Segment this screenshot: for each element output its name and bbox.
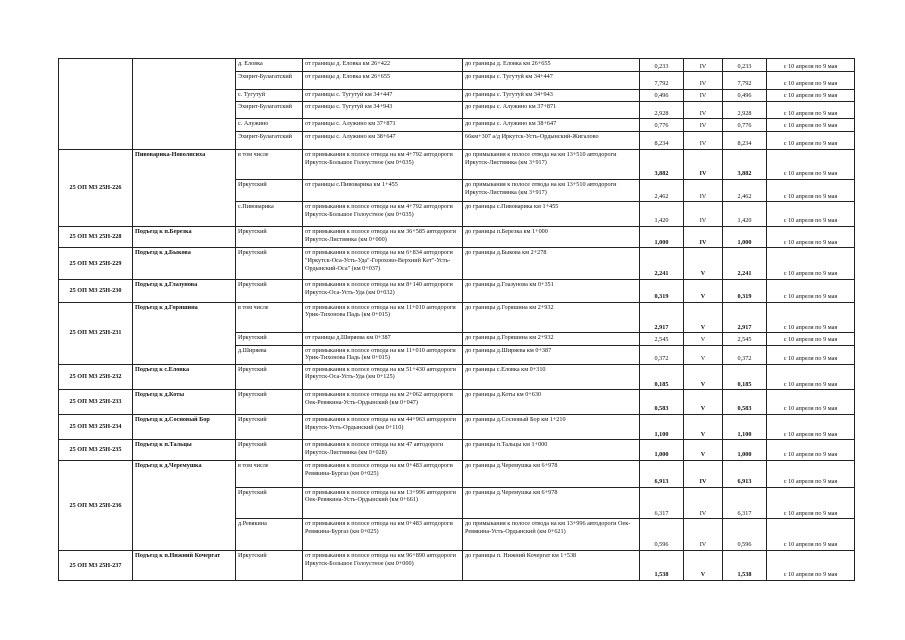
cell-to: до границы д.Горяшина км 2+932 xyxy=(463,333,640,345)
cell-len: 2,241 xyxy=(640,248,684,280)
road-id-cell: 25 ОП МЗ 25Н-231 xyxy=(59,302,133,364)
cell-len2: 0,596 xyxy=(723,519,767,551)
cell-period: с 10 апреля по 9 мая xyxy=(767,487,855,519)
cell-len2: 0,496 xyxy=(723,89,767,101)
cell-len: 8,234 xyxy=(640,131,684,149)
cell-to: до границы п. Нижний Кочергат км 1+538 xyxy=(463,551,640,581)
table-row xyxy=(59,440,855,460)
cell-len: 0,319 xyxy=(640,280,684,303)
cell-from: от границы с. Тугутуй км 34+447 xyxy=(303,89,463,101)
table-row xyxy=(59,280,855,303)
cell-district: д.Ревякина xyxy=(236,519,303,551)
cell-from: от границы д.Ширяева км 0+387 xyxy=(303,333,463,345)
cell-len2: 0,583 xyxy=(723,390,767,415)
cell-len2: 2,462 xyxy=(723,179,767,202)
road-id-cell: 25 ОП МЗ 25Н-236 xyxy=(59,460,133,550)
roads-table xyxy=(58,58,855,581)
cell-cat: V xyxy=(684,551,723,581)
cell-district: Иркутский xyxy=(236,551,303,581)
cell-period: с 10 апреля по 9 мая xyxy=(767,59,855,72)
cell-len: 1,100 xyxy=(640,414,684,440)
cell-from: от примыкания к полосе отвода на км 47 автодороги Иркутск-Листвянка (км 0+028) xyxy=(303,440,463,460)
cell-to: до границы с.Еловка км 0+310 xyxy=(463,364,640,390)
road-name-cell: Подъезд к д.Сосновый Бор xyxy=(133,414,236,440)
cell-period: с 10 апреля по 9 мая xyxy=(767,551,855,581)
cell-to: до границы с. Тугутуй км 34+447 xyxy=(463,72,640,89)
road-id-cell: 25 ОП МЗ 25Н-232 xyxy=(59,364,133,390)
road-id-cell: 25 ОП МЗ 25Н-229 xyxy=(59,248,133,280)
cell-district: Эхирит-Булагатский xyxy=(236,102,303,119)
cell-district: Эхирит-Булагатский xyxy=(236,131,303,149)
road-name-cell: Подъезд к д.Глазунова xyxy=(133,280,236,303)
cell-to: до границы с. Тугутуй км 34+943 xyxy=(463,89,640,101)
cell-cat: V xyxy=(684,248,723,280)
cell-period: с 10 апреля по 9 мая xyxy=(767,345,855,364)
cell-period: с 10 апреля по 9 мая xyxy=(767,519,855,551)
cell-len: 6,317 xyxy=(640,487,684,519)
cell-to: до примыкания к полосе отвода на км 13+996 автодороги Оек-Ревякина-Усть-Ордынский (км 0+621) xyxy=(463,519,640,551)
cell-len: 2,928 xyxy=(640,102,684,119)
cell-len2: 1,000 xyxy=(723,226,767,248)
cell-to: до границы с. Алужино км 37+871 xyxy=(463,102,640,119)
cell-district: Эхирит-Булагатский xyxy=(236,72,303,89)
cell-len: 1,538 xyxy=(640,551,684,581)
cell-district: д. Еловка xyxy=(236,59,303,72)
cell-district: Иркутский xyxy=(236,333,303,345)
cell-len2: 1,420 xyxy=(723,202,767,227)
table-row xyxy=(59,414,855,440)
cell-len: 3,882 xyxy=(640,150,684,180)
cell-cat: V xyxy=(684,333,723,345)
road-id-cell: 25 ОП МЗ 25Н-226 xyxy=(59,150,133,227)
cell-cat: IV xyxy=(684,226,723,248)
cell-cat: IV xyxy=(684,131,723,149)
cell-period: с 10 апреля по 9 мая xyxy=(767,280,855,303)
cell-len2: 0,776 xyxy=(723,119,767,131)
table-row xyxy=(59,551,855,581)
cell-to: 66км+307 а/д Иркутск-Усть-Ордынский-Жигалово xyxy=(463,131,640,149)
cell-to: до границы п.Тальцы км 1+000 xyxy=(463,440,640,460)
cell-len2: 0,185 xyxy=(723,364,767,390)
cell-cat: IV xyxy=(684,179,723,202)
cell-to: до границы д.Сосновый Бор км 1+210 xyxy=(463,414,640,440)
table-row xyxy=(59,460,855,487)
cell-period: с 10 апреля по 9 мая xyxy=(767,302,855,333)
cell-district: Иркутский xyxy=(236,248,303,280)
cell-to: до границы д.Ширяева км 0+387 xyxy=(463,345,640,364)
cell-from: от примыкания к полосе отвода на км 96+890 автодороги Иркутск-Большое Голоустное (км 0+000) xyxy=(303,551,463,581)
road-id-cell: 25 ОП МЗ 25Н-228 xyxy=(59,226,133,248)
cell-period: с 10 апреля по 9 мая xyxy=(767,390,855,415)
cell-to: до границы д.Черемушка км 6+978 xyxy=(463,487,640,519)
cell-period: с 10 апреля по 9 мая xyxy=(767,333,855,345)
table-row xyxy=(59,248,855,280)
cell-from: от примыкания к полосе отвода на км 36+585 автодороги Иркутск-Листвянка (км 0+000) xyxy=(303,226,463,248)
cell-district: в том числе xyxy=(236,150,303,180)
cell-period: с 10 апреля по 9 мая xyxy=(767,202,855,227)
cell-cat: V xyxy=(684,280,723,303)
cell-len2: 6,913 xyxy=(723,460,767,487)
cell-from: от примыкания к полосе отвода на км 0+483 автодороги Ревякина-Бургаз (км 0+025) xyxy=(303,460,463,487)
cell-len2: 1,100 xyxy=(723,414,767,440)
cell-len: 0,496 xyxy=(640,89,684,101)
road-id-cell: 25 ОП МЗ 25Н-234 xyxy=(59,414,133,440)
cell-from: от примыкания к полосе отвода на км 4+792 автодороги Иркутск-Большое Голоустное (км 0+035) xyxy=(303,150,463,180)
road-id-cell: 25 ОП МЗ 25Н-237 xyxy=(59,551,133,581)
cell-len2: 0,233 xyxy=(723,59,767,72)
road-name-cell: Пивоварика-Новолисиха xyxy=(133,150,236,227)
cell-cat: IV xyxy=(684,202,723,227)
cell-cat: IV xyxy=(684,519,723,551)
cell-len2: 0,372 xyxy=(723,345,767,364)
cell-len2: 2,241 xyxy=(723,248,767,280)
table-row xyxy=(59,302,855,333)
table-row xyxy=(59,150,855,180)
cell-len: 0,372 xyxy=(640,345,684,364)
cell-from: от примыкания к полосе отвода на км 11+010 автодороги Урик-Тихонова Падь (км 0+015) xyxy=(303,345,463,364)
cell-len2: 0,319 xyxy=(723,280,767,303)
road-name-cell: Подъезд к п.Тальцы xyxy=(133,440,236,460)
cell-period: с 10 апреля по 9 мая xyxy=(767,150,855,180)
cell-from: от примыкания к полосе отвода на км 44+963 автодороги Иркутск-Усть-Ордынский (км 0+110) xyxy=(303,414,463,440)
table-row xyxy=(59,390,855,415)
cell-cat: IV xyxy=(684,59,723,72)
cell-from: от примыкания к полосе отвода на км 51+430 автодороги Иркутск-Оса-Усть-Уда (км 0+125) xyxy=(303,364,463,390)
cell-to: до границы д.Горяшина км 2+932 xyxy=(463,302,640,333)
cell-len: 2,462 xyxy=(640,179,684,202)
cell-period: с 10 апреля по 9 мая xyxy=(767,119,855,131)
road-name-cell: Подъезд к д.Быкова xyxy=(133,248,236,280)
cell-period: с 10 апреля по 9 мая xyxy=(767,414,855,440)
cell-to: до границы д.Глазунова км 0+351 xyxy=(463,280,640,303)
road-name-cell: Подъезд к п.Нижний Кочергат xyxy=(133,551,236,581)
cell-cat: V xyxy=(684,440,723,460)
cell-len2: 2,545 xyxy=(723,333,767,345)
cell-to: до границы д. Еловка км 26+655 xyxy=(463,59,640,72)
cell-len: 1,000 xyxy=(640,226,684,248)
cell-period: с 10 апреля по 9 мая xyxy=(767,131,855,149)
cell-period: с 10 апреля по 9 мая xyxy=(767,89,855,101)
cell-len2: 3,882 xyxy=(723,150,767,180)
road-name-cell xyxy=(133,59,236,150)
road-id-cell xyxy=(59,59,133,150)
cell-len: 0,233 xyxy=(640,59,684,72)
cell-from: от границы с.Пивоварика км 1+455 xyxy=(303,179,463,202)
cell-from: от примыкания к полосе отвода на км 2+062 автодороги Оек-Ревякина-Усть-Ордынский (км 0+047) xyxy=(303,390,463,415)
cell-len2: 1,538 xyxy=(723,551,767,581)
cell-cat: V xyxy=(684,414,723,440)
cell-to: до границы с.Пивоварика км 1+455 xyxy=(463,202,640,227)
cell-cat: V xyxy=(684,364,723,390)
cell-len: 2,917 xyxy=(640,302,684,333)
cell-to: до примыкания к полосе отвода на км 13+510 автодороги Иркутск-Листвянка (км 3+917) xyxy=(463,179,640,202)
cell-len: 6,913 xyxy=(640,460,684,487)
cell-from: от границы д. Еловка км 26+655 xyxy=(303,72,463,89)
cell-district: в том числе xyxy=(236,302,303,333)
cell-district: Иркутский xyxy=(236,179,303,202)
cell-district: Иркутский xyxy=(236,414,303,440)
cell-cat: IV xyxy=(684,119,723,131)
cell-from: от примыкания к полосе отвода на км 8+140 автодороги Иркутск-Оса-Усть-Уда (км 0+032) xyxy=(303,280,463,303)
cell-len: 2,545 xyxy=(640,333,684,345)
cell-district: в том числе xyxy=(236,460,303,487)
cell-len2: 2,928 xyxy=(723,102,767,119)
road-name-cell: Подъезд к п.Березка xyxy=(133,226,236,248)
table-row xyxy=(59,59,855,72)
cell-len2: 7,792 xyxy=(723,72,767,89)
cell-period: с 10 апреля по 9 мая xyxy=(767,226,855,248)
cell-len2: 2,917 xyxy=(723,302,767,333)
cell-period: с 10 апреля по 9 мая xyxy=(767,364,855,390)
cell-cat: V xyxy=(684,390,723,415)
table-row xyxy=(59,364,855,390)
cell-district: Иркутский xyxy=(236,280,303,303)
cell-cat: IV xyxy=(684,150,723,180)
cell-from: от примыкания к полосе отвода на км 11+010 автодороги Урик-Тихонова Падь (км 0+015) xyxy=(303,302,463,333)
table-body xyxy=(59,59,855,581)
road-name-cell: Подъезд к д.Черемушка xyxy=(133,460,236,550)
cell-len: 7,792 xyxy=(640,72,684,89)
cell-district: с. Алужино xyxy=(236,119,303,131)
cell-cat: IV xyxy=(684,102,723,119)
cell-len2: 6,317 xyxy=(723,487,767,519)
cell-cat: V xyxy=(684,345,723,364)
road-name-cell: Подъезд к с.Еловка xyxy=(133,364,236,390)
cell-from: от границы с. Алужино км 37+871 xyxy=(303,119,463,131)
cell-district: Иркутский xyxy=(236,364,303,390)
cell-to: до границы с. Алужино км 38+647 xyxy=(463,119,640,131)
road-id-cell: 25 ОП МЗ 25Н-230 xyxy=(59,280,133,303)
cell-district: Иркутский xyxy=(236,226,303,248)
cell-district: с.Пивоварика xyxy=(236,202,303,227)
cell-len2: 8,234 xyxy=(723,131,767,149)
cell-from: от примыкания к полосе отвода на км 4+792 автодороги Иркутск-Большое Голоустное (км 0+035) xyxy=(303,202,463,227)
cell-from: от примыкания к полосе отвода на км 13+996 автодороги Оек-Ревякина-Усть-Ордынский (км 0+661) xyxy=(303,487,463,519)
cell-to: до границы п.Березка км 1+000 xyxy=(463,226,640,248)
cell-cat: IV xyxy=(684,89,723,101)
cell-to: до границы д.Быкова км 2+278 xyxy=(463,248,640,280)
cell-len2: 1,000 xyxy=(723,440,767,460)
cell-len: 0,583 xyxy=(640,390,684,415)
cell-from: от границы с. Тугутуй км 34+943 xyxy=(303,102,463,119)
cell-period: с 10 апреля по 9 мая xyxy=(767,179,855,202)
cell-to: до границы д.Коты км 0+630 xyxy=(463,390,640,415)
cell-period: с 10 апреля по 9 мая xyxy=(767,102,855,119)
cell-cat: V xyxy=(684,302,723,333)
cell-len: 0,776 xyxy=(640,119,684,131)
cell-from: от границы с. Алужино км 38+647 xyxy=(303,131,463,149)
cell-len: 0,596 xyxy=(640,519,684,551)
table-row xyxy=(59,226,855,248)
cell-period: с 10 апреля по 9 мая xyxy=(767,440,855,460)
cell-len: 1,420 xyxy=(640,202,684,227)
cell-cat: IV xyxy=(684,460,723,487)
cell-len: 0,185 xyxy=(640,364,684,390)
road-id-cell: 25 ОП МЗ 25Н-235 xyxy=(59,440,133,460)
road-id-cell: 25 ОП МЗ 25Н-233 xyxy=(59,390,133,415)
cell-cat: IV xyxy=(684,72,723,89)
cell-period: с 10 апреля по 9 мая xyxy=(767,72,855,89)
cell-district: с. Тугутуй xyxy=(236,89,303,101)
cell-to: до границы д.Черемушка км 6+978 xyxy=(463,460,640,487)
road-name-cell: Подъезд к д.Горяшина xyxy=(133,302,236,364)
cell-from: от примыкания к полосе отвода на км 6+834 автодороги "Иркутск-Оса-Усть-Уда"-Горохово-Верхний Кет"-Усть-Ордынский-Оса" (км 0+037) xyxy=(303,248,463,280)
road-name-cell: Подъезд к д.Коты xyxy=(133,390,236,415)
cell-len: 1,000 xyxy=(640,440,684,460)
cell-district: Иркутский xyxy=(236,440,303,460)
cell-cat: IV xyxy=(684,487,723,519)
cell-period: с 10 апреля по 9 мая xyxy=(767,460,855,487)
cell-district: д.Ширяева xyxy=(236,345,303,364)
cell-period: с 10 апреля по 9 мая xyxy=(767,248,855,280)
cell-to: до примыкания к полосе отвода на км 13+510 автодороги Иркутск-Листвянка (км 3+917) xyxy=(463,150,640,180)
cell-from: от примыкания к полосе отвода на км 0+483 автодороги Ревякина-Бургаз (км 0+025) xyxy=(303,519,463,551)
cell-district: Иркутский xyxy=(236,390,303,415)
cell-from: от границы д. Еловка км 26+422 xyxy=(303,59,463,72)
cell-district: Иркутский xyxy=(236,487,303,519)
